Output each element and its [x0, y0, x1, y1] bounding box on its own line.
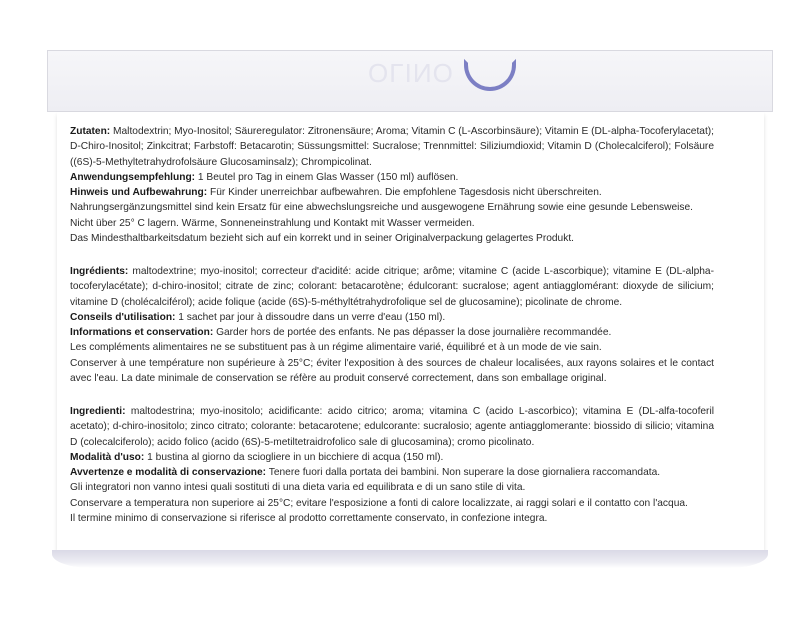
fr-usage-label: Conseils d'utilisation:: [70, 311, 176, 323]
de-warning-text: Für Kinder unerreichbar aufbewahren. Die empfohlene Tagesdosis nicht überschreiten.: [210, 187, 602, 199]
fr-note-1: Les compléments alimentaires ne se substituent pas à un régime alimentaire varié, équilibré et à un mode de vie sain.: [70, 342, 602, 354]
it-note-2: Conservare a temperatura non superiore ai 25°C; evitare l'esposizione a fonti di calore localizzate, ai raggi solari e il contatto con l'acqua.: [70, 497, 688, 509]
de-note-2: Nicht über 25° C lagern. Wärme, Sonneneinstrahlung und Kontakt mit Wasser vermeiden.: [70, 217, 475, 229]
it-usage: [70, 450, 714, 465]
de-warning-label: Hinweis und Aufbewahrung:: [70, 187, 208, 199]
de-note-1: Nahrungsergänzungsmittel sind kein Ersatz für eine abwechslungsreiche und ausgewogene Ernährung sowie eine gesunde Lebensweise.: [70, 202, 693, 214]
it-usage-text: 1 bustina al giorno da sciogliere in un bicchiere di acqua (150 ml).: [147, 451, 444, 463]
package-bottom-edge: [52, 550, 768, 568]
fr-note-2: Conserver à une température non supérieure à 25°C; éviter l'exposition à des sources de chaleur localisées, aux rayons solaires et le contact avec l'eau. La date minimale de conservation se réfère au produit conservé correctement, dans son emballage original.: [70, 357, 714, 385]
it-ingredients-text: maltodestrina; myo-inositolo; acidificante: acido citrico; aroma; vitamina C (acido L-ascorbico); vitamina E (DL-alfa-tocoferil acetato); d-chiro-inositolo; zinco citrato; colorante: betacarotene; edulcorante: sucralosio; agente antiagglomerante: biossido di silicio; vitamina D (colecalciferolo); acido folico (acido (6S)-5-metiltetraidrofolico sale di glucosamina); cromo picolinato.: [70, 406, 714, 448]
it-warning-label: Avvertenze e modalità di conservazione:: [70, 467, 267, 479]
de-ingredients-text: Maltodextrin; Myo-Inositol; Säureregulator: Zitronensäure; Aroma; Vitamin C (L-Ascorbinsäure); Vitamin E (DL-alpha-Tocoferylacetat); D-Chiro-Inositol; Zinkcitrat; Farbstoff: Betacarotin; Süssungsmittel: Sucralose; Trennmittel: Siliziumdioxid; Vitamin D (Cholecalciferol); Folsäure ((6S)-5-Methyltetrahydrofolsäure Glucosaminsalz); Chrompicolinat.: [70, 126, 714, 168]
it-warning-text: Tenere fuori dalla portata dei bambini. Non superare la dose giornaliera raccomandata.: [268, 467, 661, 479]
fr-ingredients-label: Ingrédients:: [70, 266, 129, 277]
package-top-face: [47, 50, 773, 112]
de-warning: [70, 185, 714, 200]
it-ingredients: [70, 404, 714, 450]
brand-logo-mirrored: OLINO: [368, 58, 454, 88]
section-german: [70, 124, 714, 246]
it-ingredients-label: Ingredienti:: [70, 406, 126, 417]
de-ingredients-label: Zutaten:: [70, 126, 111, 137]
section-french: [70, 264, 714, 386]
fr-usage-text: 1 sachet par jour à dissoudre dans un verre d'eau (150 ml).: [178, 311, 446, 323]
it-warning: [70, 465, 714, 480]
brand-logo-swoosh: [464, 59, 516, 91]
section-italian: [70, 404, 714, 526]
it-note-3: Il termine minimo di conservazione si riferisce al prodotto correttamente conservato, in confezione integra.: [70, 513, 548, 525]
de-usage-text: 1 Beutel pro Tag in einem Glas Wasser (150 ml) auflösen.: [197, 171, 459, 183]
de-ingredients: [70, 124, 714, 170]
fr-info-text: Garder hors de portée des enfants. Ne pas dépasser la dose journalière recommandée.: [216, 327, 612, 339]
fr-usage: [70, 310, 714, 325]
it-usage-label: Modalità d'uso:: [70, 451, 145, 463]
fr-info: [70, 325, 714, 340]
de-usage-label: Anwendungsempfehlung:: [70, 171, 196, 183]
fr-ingredients-text: maltodextrine; myo-inositol; correcteur d'acidité: acide citrique; arôme; vitamine C (acide L-ascorbique); vitamine E (DL-alpha-tocoferylacétate); d-chiro-inositol; citrate de zinc; colorant: betacarotène; édulcorant: sucralose; agent antiagglomérant: dioxyde de silicium; vitamine D (cholécalciférol); acide folique (acide (6S)-5-méthyltétrahydrofolique sel de glucosamine); picolinate de chrome.: [70, 266, 714, 308]
fr-info-label: Informations et conservation:: [70, 327, 214, 339]
it-note-1: Gli integratori non vanno intesi quali sostituti di una dieta varia ed equilibrata e di un sano stile di vita.: [70, 482, 526, 494]
de-usage: [70, 170, 714, 185]
de-note-3: Das Mindesthaltbarkeitsdatum bezieht sich auf ein korrekt und in seiner Originalverpackung gelagertes Produkt.: [70, 233, 574, 245]
fr-ingredients: [70, 264, 714, 310]
